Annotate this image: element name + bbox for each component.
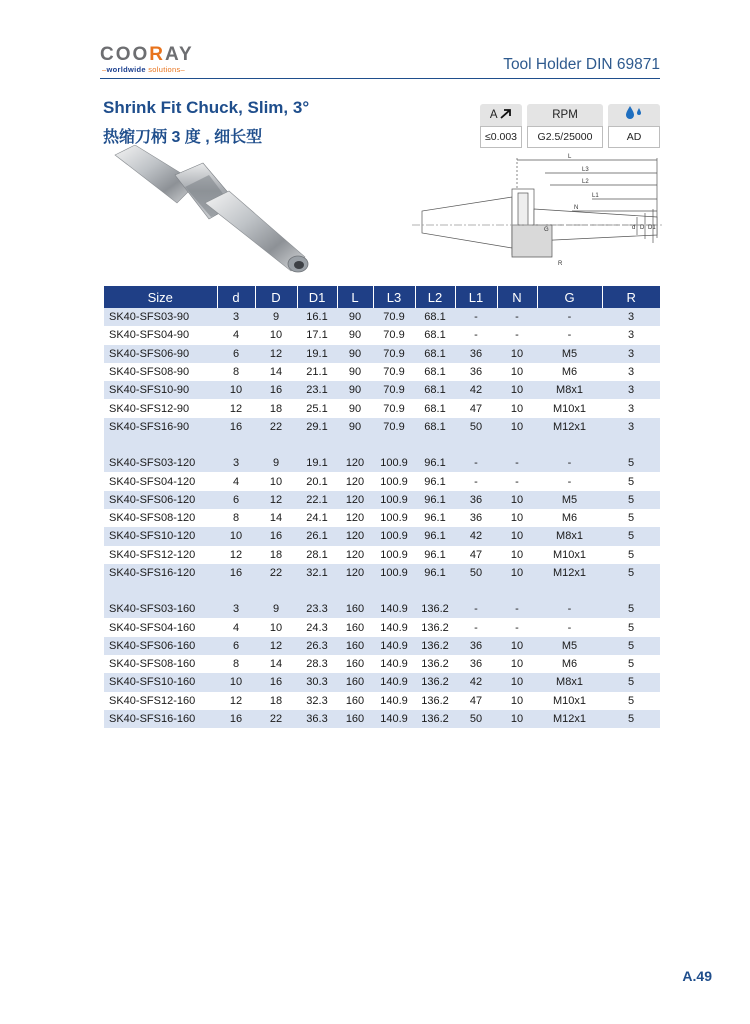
value-cell: 8 [232,658,240,671]
value-cell: 68.1 [424,329,446,342]
group-separator [104,582,660,600]
dim-label-G: G [544,227,549,233]
value-cell: 16 [217,710,255,728]
value-cell: M8x1 [537,673,602,691]
value-cell: 10 [497,564,537,582]
value-cell: 12 [229,694,243,707]
value-cell: 3 [602,308,660,326]
page-number: A.49 [682,968,712,984]
value-cell: 12 [255,491,297,509]
value-cell: 14 [269,512,283,525]
size-cell: SK40-SFS04-160 [109,621,196,634]
value-cell: 68.1 [424,366,446,379]
value-cell: 19.1 [297,345,337,363]
value-cell: 36 [469,512,483,525]
value-cell: - [567,329,572,342]
value-cell: 5 [627,694,635,707]
value-cell: 32.1 [297,564,337,582]
value-cell: 36 [469,658,483,671]
value-cell: 16 [255,381,297,399]
table-row [104,381,660,399]
value-cell: 100.9 [373,527,415,545]
value-cell: 96.1 [424,512,446,525]
value-cell: 140.9 [373,600,415,618]
table-row [104,418,660,436]
value-cell: 18 [269,402,283,415]
value-cell: 140.9 [380,621,408,634]
value-cell: 70.9 [373,418,415,436]
value-cell: 5 [627,621,635,634]
value-cell: 5 [627,658,635,671]
value-cell: 5 [602,637,660,655]
value-cell: 140.9 [373,637,415,655]
value-cell: - [515,329,519,342]
value-cell: 47 [469,694,483,707]
size-cell: SK40-SFS06-90 [104,345,217,363]
dim-label-L1: L1 [592,193,599,199]
table-row [104,692,660,710]
value-cell: 5 [602,527,660,545]
value-cell: 90 [348,366,362,379]
col-header: N [497,286,537,308]
value-cell: 68.1 [415,345,455,363]
value-cell: - [474,329,478,342]
value-cell: - [515,621,519,634]
value-cell: - [515,475,519,488]
value-cell: 90 [348,329,362,342]
value-cell: M12x1 [537,564,602,582]
value-cell: - [537,600,602,618]
table-row [104,637,660,655]
value-cell: 5 [627,475,635,488]
value-cell: 120 [337,454,373,472]
value-cell: 136.2 [421,621,449,634]
value-cell: 9 [255,308,297,326]
value-cell: 70.9 [373,308,415,326]
value-cell: M6 [561,512,578,525]
value-cell: - [497,600,537,618]
value-cell: 120 [337,527,373,545]
table-row [104,710,660,728]
value-cell: - [455,308,497,326]
value-cell: - [474,621,478,634]
size-cell: SK40-SFS08-120 [109,512,196,525]
size-cell: SK40-SFS08-160 [109,658,196,671]
value-cell: 3 [602,418,660,436]
value-cell: - [537,308,602,326]
size-cell: SK40-SFS16-120 [104,564,217,582]
value-cell: 10 [497,381,537,399]
rpm-spec [527,104,603,150]
value-cell: 32.3 [306,694,328,707]
value-cell: 5 [602,600,660,618]
value-cell: 10 [217,381,255,399]
dim-label-d: d [632,225,636,231]
value-cell: 160 [345,621,365,634]
value-cell: M10x1 [552,548,587,561]
value-cell: 3 [602,345,660,363]
value-cell: 5 [602,673,660,691]
table-row [104,491,660,509]
value-cell: 120 [345,512,365,525]
table-body [104,308,660,728]
col-header: G [537,286,602,308]
value-cell: 47 [469,402,483,415]
value-cell: M5 [537,637,602,655]
value-cell: 70.9 [383,329,405,342]
value-cell: 12 [229,402,243,415]
value-cell: 22 [255,418,297,436]
value-cell: 36 [455,345,497,363]
value-cell: 120 [345,475,365,488]
value-cell: 10 [269,475,283,488]
value-cell: 10 [510,512,524,525]
value-cell: 23.3 [297,600,337,618]
size-cell: SK40-SFS03-90 [104,308,217,326]
size-cell: SK40-SFS06-120 [104,491,217,509]
value-cell: - [537,454,602,472]
value-cell: 10 [497,710,537,728]
value-cell: 10 [217,527,255,545]
size-cell: SK40-SFS08-90 [109,366,190,379]
value-cell: 100.9 [380,548,408,561]
value-cell: 160 [337,600,373,618]
size-cell: SK40-SFS10-120 [104,527,217,545]
value-cell: M12x1 [537,710,602,728]
value-cell: 26.1 [297,527,337,545]
value-cell: 120 [337,491,373,509]
value-cell: 10 [510,548,524,561]
value-cell: 10 [497,673,537,691]
value-cell: 10 [510,658,524,671]
value-cell: 6 [217,345,255,363]
cooray-logo [100,44,220,76]
table-row [104,618,660,636]
value-cell: 136.2 [415,600,455,618]
value-cell: 10 [497,491,537,509]
value-cell: 160 [345,694,365,707]
value-cell: 20.1 [306,475,328,488]
value-cell: M10x1 [552,402,587,415]
dimensions-table [104,286,660,728]
table-row [104,673,660,691]
size-cell: SK40-SFS12-90 [109,402,190,415]
value-cell: 47 [469,548,483,561]
table-row [104,509,660,527]
value-cell: 12 [255,345,297,363]
value-cell: 29.1 [297,418,337,436]
value-cell: 5 [627,548,635,561]
value-cell: 100.9 [373,564,415,582]
header-divider [100,78,660,79]
table-row [104,655,660,673]
coolant-spec [608,104,660,150]
value-cell: M6 [561,366,578,379]
value-cell: - [497,308,537,326]
table-header-row [104,286,660,308]
dim-label-D1: D1 [648,225,656,231]
size-cell: SK40-SFS04-90 [109,329,190,342]
value-cell: 12 [229,548,243,561]
size-cell: SK40-SFS10-160 [104,673,217,691]
value-cell: 160 [337,673,373,691]
value-cell: 23.1 [297,381,337,399]
value-cell: M5 [537,345,602,363]
value-cell: 36 [455,491,497,509]
coolant-drops-icon [624,105,644,121]
value-cell: 16.1 [297,308,337,326]
dim-label-L2: L2 [582,179,589,185]
value-cell: - [455,454,497,472]
value-cell: - [567,621,572,634]
value-cell: M8x1 [537,527,602,545]
value-cell: 140.9 [380,694,408,707]
value-cell: 9 [255,600,297,618]
size-cell: SK40-SFS04-120 [109,475,196,488]
accuracy-label: A [489,109,497,121]
value-cell: 5 [602,491,660,509]
value-cell: 5 [602,454,660,472]
coolant-value: AD [608,126,660,148]
value-cell: 90 [337,381,373,399]
logo-tagline: –worldwide solutions– [102,65,186,74]
value-cell: 68.1 [415,418,455,436]
value-cell: 4 [232,329,240,342]
size-cell: SK40-SFS03-160 [104,600,217,618]
value-cell: 8 [232,512,240,525]
value-cell: 100.9 [380,512,408,525]
table-row [104,454,660,472]
col-header: L1 [455,286,497,308]
value-cell: 30.3 [297,673,337,691]
value-cell: 140.9 [380,658,408,671]
value-cell: 18 [269,548,283,561]
value-cell: - [567,475,572,488]
value-cell: 10 [510,366,524,379]
value-cell: 90 [337,345,373,363]
value-cell: 100.9 [373,491,415,509]
value-cell: 70.9 [383,402,405,415]
value-cell: 10 [510,694,524,707]
col-header: Size [104,286,217,308]
value-cell: 16 [255,527,297,545]
dim-label-R: R [558,261,563,267]
value-cell: M8x1 [537,381,602,399]
value-cell: M6 [561,658,578,671]
value-cell: 100.9 [373,454,415,472]
value-cell: 96.1 [415,454,455,472]
value-cell: 26.3 [297,637,337,655]
value-cell: 50 [455,564,497,582]
table-row [104,399,660,417]
value-cell: 8 [232,366,240,379]
value-cell: 25.1 [306,402,328,415]
size-cell: SK40-SFS16-160 [104,710,217,728]
value-cell: 96.1 [415,527,455,545]
value-cell: 136.2 [421,694,449,707]
value-cell: 21.1 [306,366,328,379]
value-cell: 96.1 [415,491,455,509]
col-header: D [255,286,297,308]
size-cell: SK40-SFS03-120 [104,454,217,472]
table-row [104,564,660,582]
col-header: d [217,286,255,308]
value-cell: 4 [232,475,240,488]
rpm-value: G2.5/25000 [527,126,603,148]
accuracy-spec [480,104,522,150]
size-cell: SK40-SFS06-160 [104,637,217,655]
value-cell: 120 [345,548,365,561]
col-header: L2 [415,286,455,308]
value-cell: 14 [269,366,283,379]
value-cell: 28.3 [306,658,328,671]
value-cell: 136.2 [415,710,455,728]
page-header-title: Tool Holder DIN 69871 [503,56,660,73]
col-header: L [337,286,373,308]
dim-label-L: L [568,154,572,160]
value-cell: 3 [217,600,255,618]
product-title-cn: 热缩刀柄 3 度 , 细长型 [103,129,263,146]
col-header: L3 [373,286,415,308]
value-cell: 70.9 [373,381,415,399]
value-cell: - [455,600,497,618]
value-cell: 3 [627,402,635,415]
table-row [104,308,660,326]
value-cell: 10 [497,527,537,545]
value-cell: M10x1 [552,694,587,707]
value-cell: 96.1 [424,548,446,561]
value-cell: 5 [602,564,660,582]
value-cell: 36.3 [297,710,337,728]
value-cell: 24.3 [306,621,328,634]
value-cell: 3 [217,308,255,326]
dim-label-L3: L3 [582,167,589,173]
technical-drawing [412,153,662,278]
table-row [104,326,660,344]
value-cell: 17.1 [306,329,328,342]
value-cell: 160 [337,637,373,655]
value-cell: 6 [217,491,255,509]
dim-label-N: N [574,205,579,211]
value-cell: - [474,475,478,488]
value-cell: 42 [455,381,497,399]
size-cell: SK40-SFS10-90 [104,381,217,399]
table-row [104,527,660,545]
value-cell: 10 [269,329,283,342]
value-cell: 22 [255,710,297,728]
value-cell: 28.1 [306,548,328,561]
rpm-label: RPM [527,104,603,126]
logo-wordmark: COORAY [100,44,194,65]
value-cell: 22.1 [297,491,337,509]
value-cell: 4 [232,621,240,634]
value-cell: 136.2 [415,637,455,655]
value-cell: 6 [217,637,255,655]
value-cell: 22 [255,564,297,582]
col-header: R [602,286,660,308]
value-cell: 3 [217,454,255,472]
size-cell: SK40-SFS12-160 [109,694,196,707]
value-cell: 3 [627,329,635,342]
value-cell: 10 [269,621,283,634]
table-row [104,472,660,490]
value-cell: 19.1 [297,454,337,472]
value-cell: 5 [627,512,635,525]
value-cell: 9 [255,454,297,472]
size-cell: SK40-SFS16-90 [104,418,217,436]
value-cell: 10 [497,418,537,436]
value-cell: 136.2 [421,658,449,671]
value-cell: 120 [337,564,373,582]
value-cell: 16 [217,418,255,436]
value-cell: M12x1 [537,418,602,436]
product-photo [105,145,320,285]
value-cell: 100.9 [380,475,408,488]
value-cell: 3 [627,366,635,379]
table-row [104,546,660,564]
value-cell: - [497,454,537,472]
value-cell: 68.1 [415,381,455,399]
value-cell: 96.1 [415,564,455,582]
value-cell: 16 [255,673,297,691]
value-cell: 36 [455,637,497,655]
value-cell: 140.9 [373,710,415,728]
value-cell: 3 [602,381,660,399]
table-row [104,363,660,381]
value-cell: 70.9 [383,366,405,379]
value-cell: 42 [455,673,497,691]
value-cell: 96.1 [424,475,446,488]
table-row [104,345,660,363]
col-header: D1 [297,286,337,308]
value-cell: 18 [269,694,283,707]
value-cell: 14 [269,658,283,671]
value-cell: 90 [337,418,373,436]
value-cell: 50 [455,710,497,728]
value-cell: 50 [455,418,497,436]
accuracy-value: ≤0.003 [480,126,522,148]
value-cell: 12 [255,637,297,655]
value-cell: M5 [537,491,602,509]
value-cell: 68.1 [424,402,446,415]
table-row [104,600,660,618]
value-cell: 140.9 [373,673,415,691]
group-separator [104,436,660,454]
value-cell: 42 [455,527,497,545]
value-cell: 90 [348,402,362,415]
value-cell: 5 [602,710,660,728]
dim-label-D: D [640,225,645,231]
value-cell: 36 [469,366,483,379]
value-cell: 68.1 [415,308,455,326]
value-cell: 70.9 [373,345,415,363]
product-title-en: Shrink Fit Chuck, Slim, 3° [103,98,310,117]
value-cell: 160 [345,658,365,671]
value-cell: 24.1 [306,512,328,525]
value-cell: 90 [337,308,373,326]
value-cell: 136.2 [415,673,455,691]
size-cell: SK40-SFS12-120 [109,548,196,561]
value-cell: 10 [497,345,537,363]
value-cell: 10 [217,673,255,691]
value-cell: 160 [337,710,373,728]
value-cell: 10 [497,637,537,655]
value-cell: 16 [217,564,255,582]
arrow-up-right-icon [500,109,512,119]
value-cell: 10 [510,402,524,415]
